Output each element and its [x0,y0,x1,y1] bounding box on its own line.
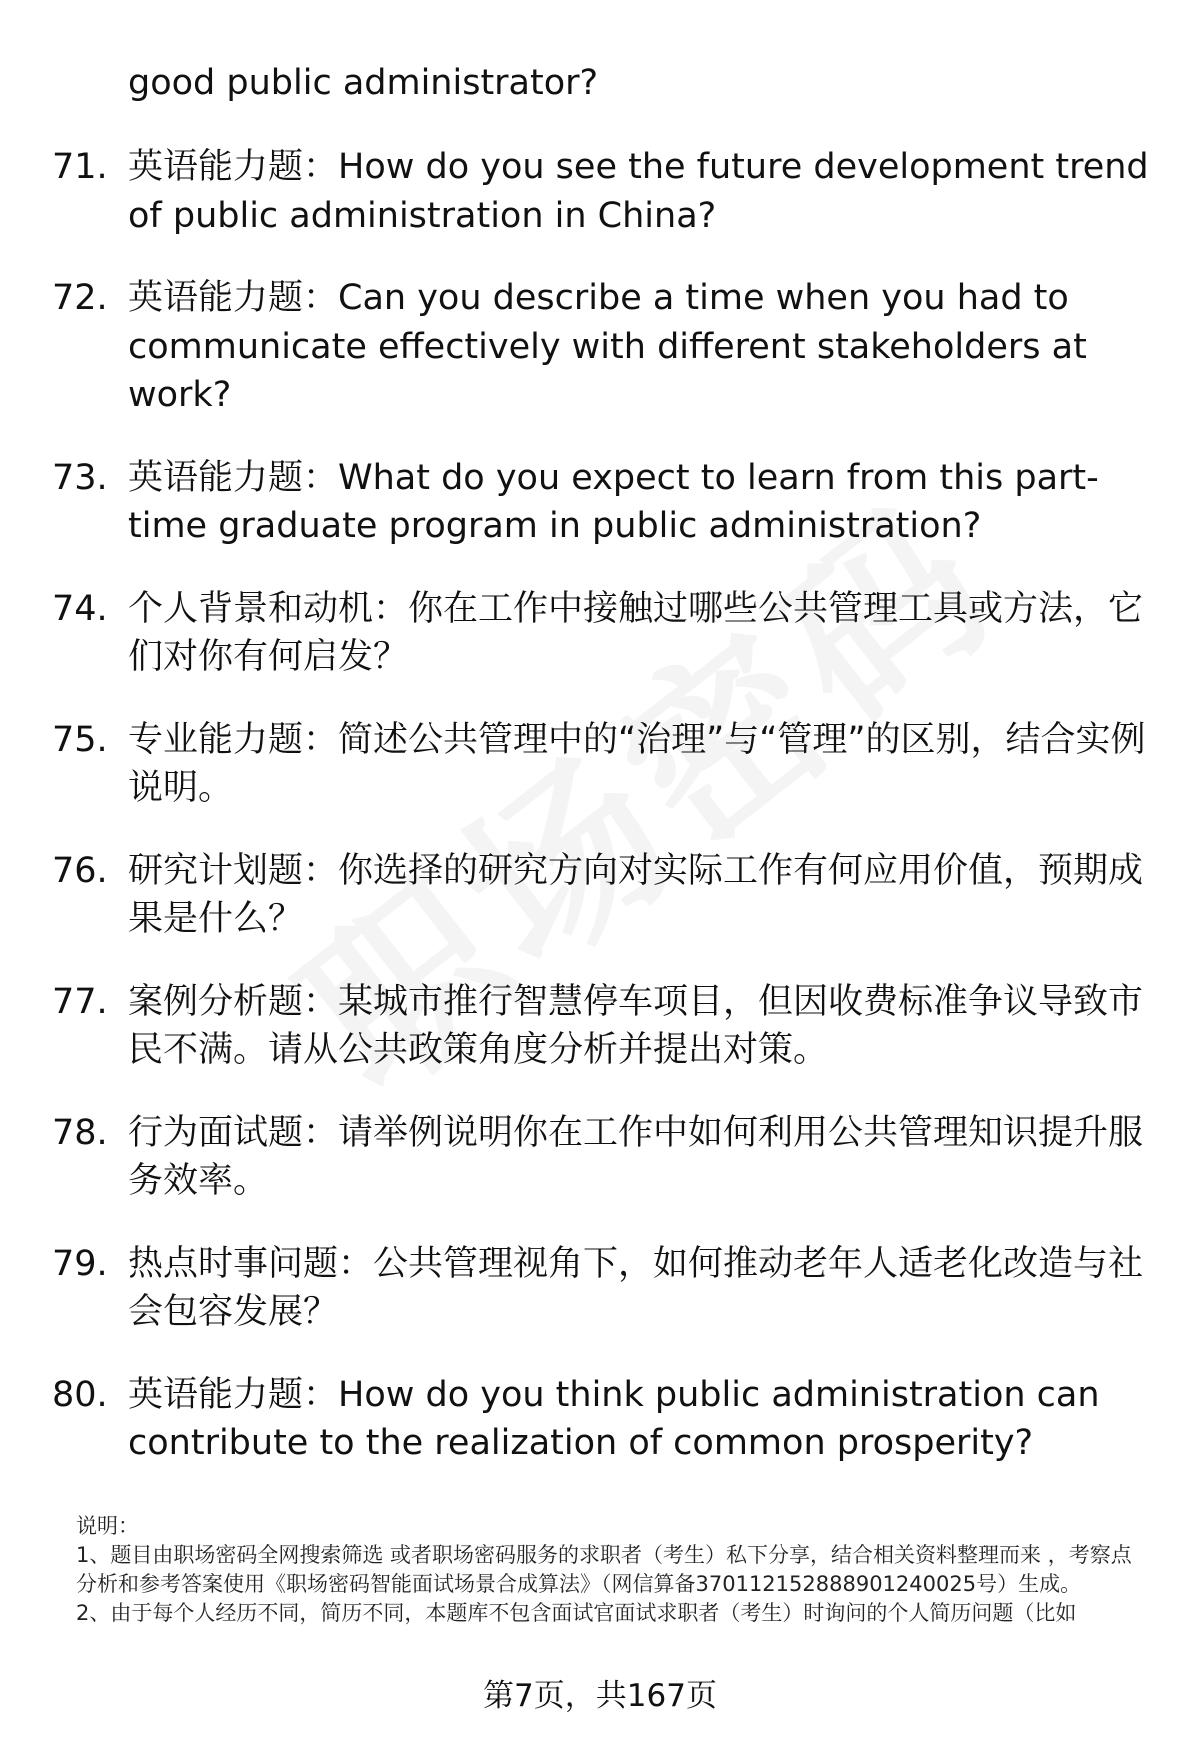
note-item: 2、由于每个人经历不同，简历不同，本题库不包含面试官面试求职者（考生）时询问的个人简历问题（比如 [76,1601,1077,1625]
question-text: 英语能力题：What do you expect to learn from this part-time graduate program in public administration? [128,457,1099,546]
question-text: 英语能力题：How do you see the future development trend of public administration in China? [128,147,1149,236]
question-number: 80. [52,1374,108,1415]
question-text: 研究计划题：你选择的研究方向对实际工作有何应用价值，预期成果是什么？ [128,850,1144,939]
question-item [0,978,1200,1075]
question-item [0,454,1200,551]
question-item [0,1109,1200,1206]
question-number: 79. [52,1243,108,1284]
question-item [0,1371,1200,1468]
notes-heading: 说明： [76,1514,139,1538]
question-number: 72. [52,278,108,318]
note-item: 1、题目由职场密码全网搜索筛选 或者职场密码服务的求职者（考生）私下分享，结合相关资料整理而来 ，考察点分析和参考答案使用《职场密码智能面试场景合成算法》（网信算备370112152888901240025号）生成。 [76,1543,1132,1596]
question-number: 77. [52,981,108,1022]
question-text: 英语能力题：How do you think public administration can contribute to the realization of common prosperity? [128,1374,1100,1463]
question-number: 75. [52,719,108,760]
question-text: 专业能力题：简述公共管理中的“治理”与“管理”的区别，结合实例说明。 [128,719,1146,808]
question-list [0,143,1200,1502]
question-text: 热点时事问题：公共管理视角下，如何推动老年人适老化改造与社会包容发展？ [128,1243,1144,1332]
question-continuation: good public administrator? [128,63,599,103]
question-text: 案例分析题：某城市推行智慧停车项目，但因收费标准争议导致市民不满。请从公共政策角度分析并提出对策。 [128,981,1144,1070]
question-item [0,1240,1200,1337]
question-item [0,847,1200,944]
question-text: 英语能力题：Can you describe a time when you had to communicate effectively with different stakeholders at work? [128,278,1087,415]
question-text: 个人背景和动机：你在工作中接触过哪些公共管理工具或方法，它们对你有何启发？ [128,588,1144,677]
question-number: 76. [52,850,108,891]
question-number: 71. [52,147,108,187]
question-text: 行为面试题：请举例说明你在工作中如何利用公共管理知识提升服务效率。 [128,1112,1144,1201]
question-item [0,585,1200,682]
question-number: 74. [52,588,108,629]
question-item [0,716,1200,813]
notes-section [76,1512,1152,1628]
question-number: 73. [52,457,108,498]
question-item [0,143,1200,240]
page-footer: 第7页，共167页 [483,1678,717,1714]
question-item [0,274,1200,420]
question-number: 78. [52,1112,108,1153]
